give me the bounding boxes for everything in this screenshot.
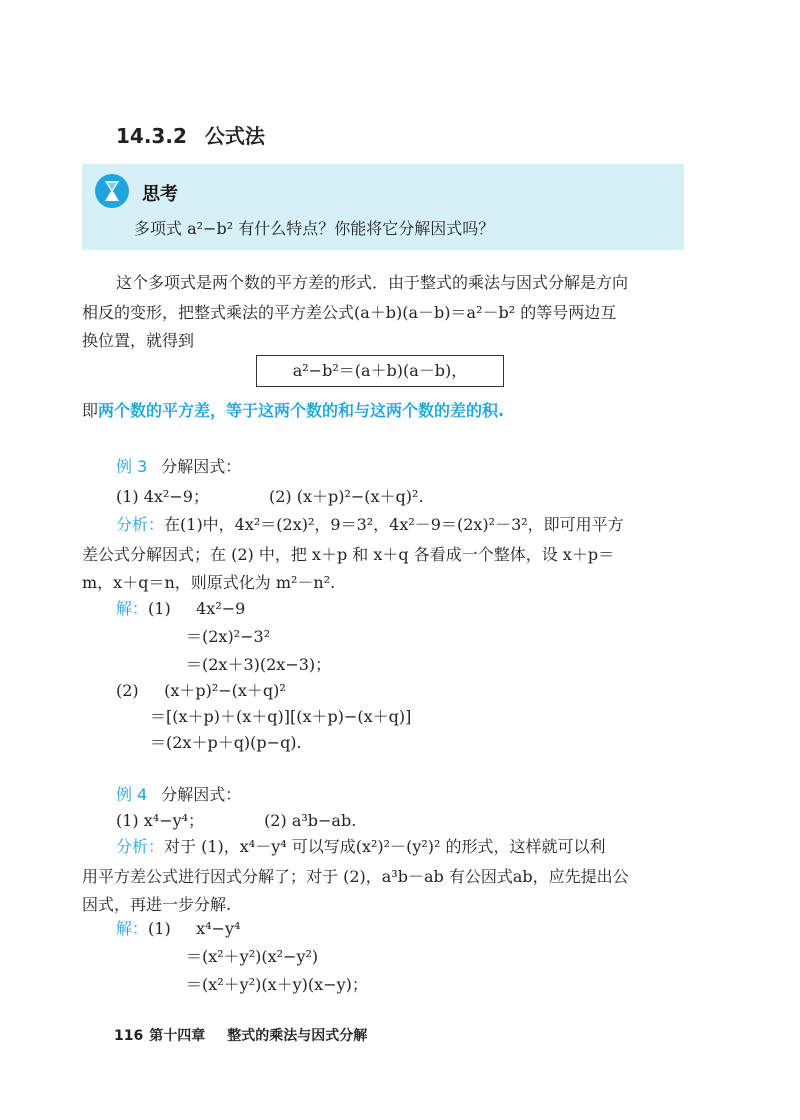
example-4-analysis-text-1: 对于 (1)，x⁴－y⁴ 可以写成(x²)²－(y²)² 的形式，这样就可以利 xyxy=(164,837,606,856)
example-4-items xyxy=(116,810,356,832)
example-3-analysis-line-2: 差公式分解因式；在 (2) 中，把 x＋p 和 x＋q 各看成一个整体，设 x＋p＝ xyxy=(82,545,615,564)
think-label: 思考 xyxy=(142,184,178,205)
rule-statement xyxy=(82,400,504,422)
example-4-label: 例 4 xyxy=(116,785,148,804)
rule-text: 两个数的平方差，等于这两个数的和与这两个数的差的积. xyxy=(98,401,505,420)
example-4-analysis-label: 分析： xyxy=(116,837,165,856)
example-4-title: 分解因式： xyxy=(161,785,242,804)
chapter-number: 第十四章 xyxy=(149,1028,206,1044)
chapter-title: 整式的乘法与因式分解 xyxy=(227,1028,368,1044)
page-footer xyxy=(114,1025,367,1045)
example-3-items xyxy=(116,486,424,508)
example-3-analysis-label: 分析： xyxy=(116,515,165,534)
example-3-sol2-head: (2) (x＋p)²−(x＋q)² xyxy=(116,681,286,700)
example-3-analysis-line-3: m，x＋q＝n，则原式化为 m²－n². xyxy=(82,573,336,592)
example-3-sol1-step-1: ＝(2x)²−3² xyxy=(186,627,271,646)
example-3-header xyxy=(116,456,241,478)
example-3-solution-1-head xyxy=(116,598,245,620)
example-3-item-1: (1) 4x²−9； xyxy=(116,487,209,506)
example-4-item-2: (2) a³b−ab. xyxy=(264,811,357,830)
think-question: 多项式 a²−b² 有什么特点？你能将它分解因式吗？ xyxy=(134,219,495,238)
example-4-sol1-step-1: ＝(x²＋y²)(x²−y²) xyxy=(186,947,319,966)
section-number: 14.3.2 xyxy=(116,124,187,148)
intro-line-3: 换位置，就得到 xyxy=(82,331,195,350)
example-4-solution-1-head xyxy=(116,918,240,940)
example-3-sol1-step-2: ＝(2x＋3)(2x−3)； xyxy=(186,655,332,674)
rule-prefix: 即 xyxy=(82,401,99,420)
example-3-analysis-text-1: 在(1)中，4x²＝(2x)²，9＝3²，4x²－9＝(2x)²－3²，即可用平方 xyxy=(164,515,624,534)
example-3-sol1-head: (1) 4x²−9 xyxy=(148,599,246,618)
example-3-sol2-step-1: ＝[(x＋p)＋(x＋q)][(x＋p)−(x＋q)] xyxy=(150,707,412,726)
example-4-item-1: (1) x⁴−y⁴； xyxy=(116,811,205,830)
example-4-analysis-line-2: 用平方差公式进行因式分解了；对于 (2)，a³b－ab 有公因式ab，应先提出公 xyxy=(82,867,629,886)
example-3-item-2: (2) (x＋p)²−(x＋q)². xyxy=(268,487,424,506)
example-4-solution-label: 解： xyxy=(116,919,149,938)
hourglass-icon xyxy=(94,173,130,209)
section-heading xyxy=(116,120,265,149)
example-3-sol2-step-2: ＝(2x＋p＋q)(p−q). xyxy=(150,733,302,752)
example-4-sol1-step-2: ＝(x²＋y²)(x＋y)(x−y)； xyxy=(186,975,368,994)
example-3-label: 例 3 xyxy=(116,457,148,476)
example-4-analysis-line-3: 因式，再进一步分解. xyxy=(82,895,232,914)
intro-line-2: 相反的变形，把整式乘法的平方差公式(a＋b)(a－b)＝a²－b² 的等号两边互 xyxy=(82,303,617,322)
page-number: 116 xyxy=(114,1028,144,1044)
example-4-sol1-head: (1) x⁴−y⁴ xyxy=(148,919,241,938)
example-4-header xyxy=(116,784,241,806)
example-3-analysis-line-1 xyxy=(116,514,624,536)
intro-line-1: 这个多项式是两个数的平方差的形式．由于整式的乘法与因式分解是方向 xyxy=(116,273,629,292)
section-title: 公式法 xyxy=(204,124,265,148)
difference-of-squares-formula: a²−b²＝(a＋b)(a－b)， xyxy=(256,355,504,387)
example-4-analysis-line-1 xyxy=(116,836,606,858)
example-3-title: 分解因式： xyxy=(161,457,242,476)
example-3-solution-label: 解： xyxy=(116,599,149,618)
